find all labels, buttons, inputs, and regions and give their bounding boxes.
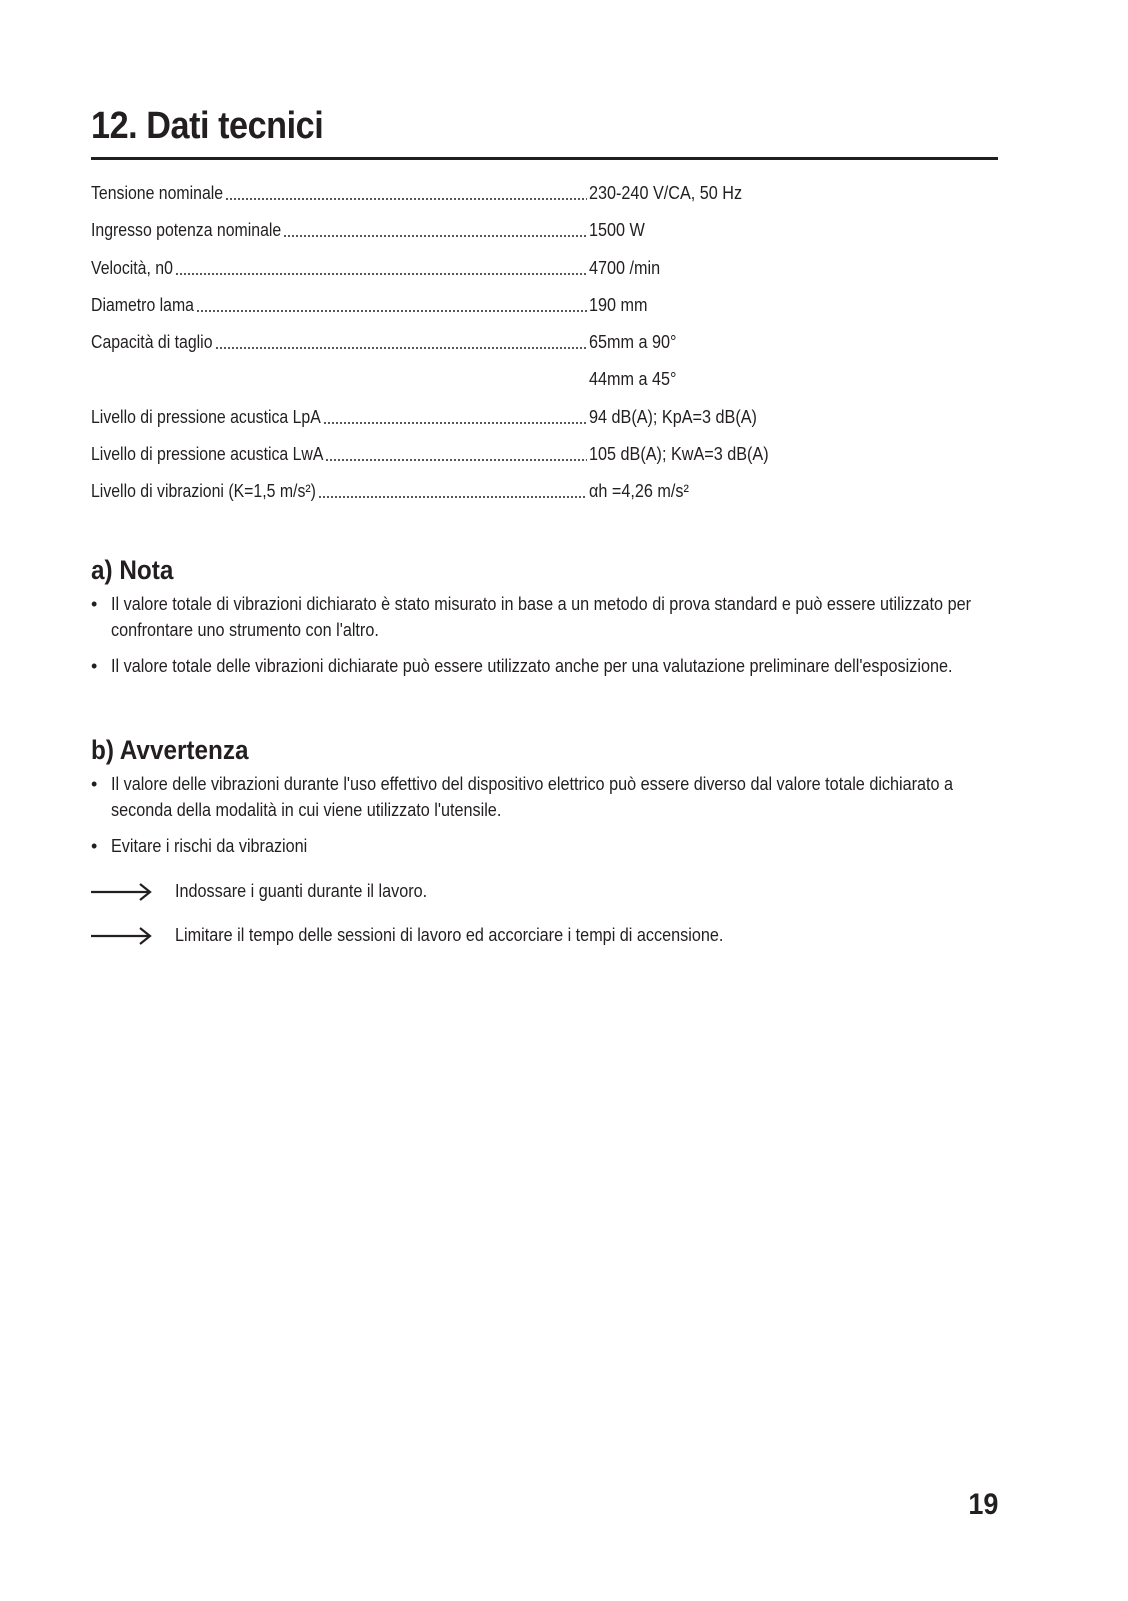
spec-row [91,479,811,516]
spec-label: Tensione nominale [91,183,224,203]
spec-row [91,181,811,218]
nota-list [91,591,998,689]
spec-table [91,181,811,517]
bullet-icon: • [91,656,98,676]
arrow-item [91,922,991,952]
avvertenza-list [91,771,998,869]
spec-label: Capacità di taglio [91,332,213,353]
spec-row [91,405,811,442]
spec-label: Livello di pressione acustica LpA [91,406,321,427]
spec-value: 190 mm [589,294,648,315]
spec-label: Diametro lama [91,294,195,315]
page-title: 12. Dati tecnici [91,105,324,147]
list-item [91,591,998,643]
list-item [91,771,998,823]
dot-leader [215,347,587,349]
spec-row [91,293,811,330]
spec-label: Velocità, n0 [91,257,173,278]
arrow-right-icon [91,926,153,946]
spec-row [91,256,811,293]
arrow-item-text: Limitare il tempo delle sessioni di lavoro ed accorciare i tempi di accensione. [175,925,724,945]
page-number: 19 [967,1488,998,1521]
dot-leader [323,422,587,424]
dot-leader [175,273,587,275]
list-item-text: Il valore delle vibrazioni durante l'uso effettivo del dispositivo elettrico può essere diverso dal valore totale dichiarato a seconda della modalità in cui viene utilizzato l'utensile. [111,774,954,820]
spec-value: αh =4,26 m/s² [589,481,689,502]
spec-value: 65mm a 90° [589,332,677,353]
avvertenza-heading: b) Avvertenza [91,735,249,765]
dot-leader [283,235,587,237]
spec-row [91,218,811,255]
list-item [91,833,998,859]
dot-leader [225,198,587,200]
spec-value: 94 dB(A); KpA=3 dB(A) [589,406,757,427]
dot-leader [325,459,587,461]
spec-row [91,442,811,479]
dot-leader [318,496,587,498]
arrow-item [91,878,991,908]
spec-value: 44mm a 45° [589,369,677,390]
spec-value: 1500 W [589,220,645,241]
spec-value: 4700 /min [589,257,661,278]
spec-value: 230-240 V/CA, 50 Hz [589,183,743,203]
arrow-item-text: Indossare i guanti durante il lavoro. [175,881,428,901]
arrow-right-icon [91,882,153,902]
spec-value: 105 dB(A); KwA=3 dB(A) [589,444,769,465]
spec-label: Ingresso potenza nominale [91,220,282,241]
spec-row [91,367,811,404]
dot-leader [196,310,587,312]
bullet-icon: • [91,836,98,856]
title-rule [91,157,998,160]
list-item-text: Il valore totale delle vibrazioni dichiarate può essere utilizzato anche per una valutazione preliminare dell'esposizione. [111,656,953,676]
list-item-text: Evitare i rischi da vibrazioni [111,836,308,856]
spec-row [91,330,811,367]
list-item-text: Il valore totale di vibrazioni dichiarato è stato misurato in base a un metodo di prova standard e può essere utilizzato per confrontare uno strumento con l'altro. [111,594,971,640]
list-item [91,653,998,679]
spec-label: Livello di pressione acustica LwA [91,444,324,465]
spec-label: Livello di vibrazioni (K=1,5 m/s²) [91,481,316,502]
bullet-icon: • [91,594,98,614]
nota-heading: a) Nota [91,555,174,585]
bullet-icon: • [91,774,98,794]
